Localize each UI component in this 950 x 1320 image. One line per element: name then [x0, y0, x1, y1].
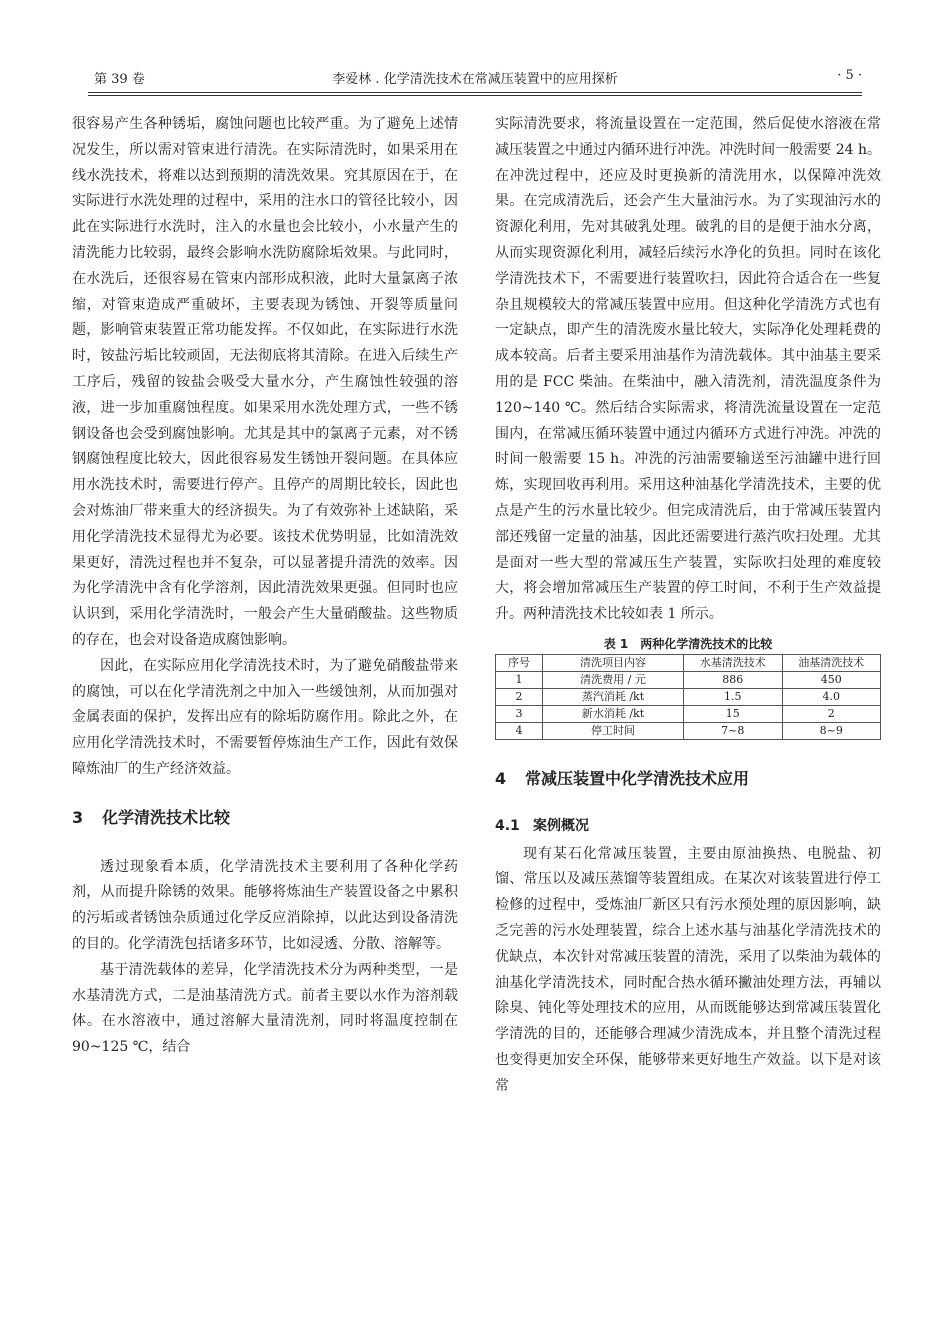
table-row — [496, 722, 881, 739]
comparison-table — [495, 654, 881, 740]
table-header-cell: 水基清洗技术 — [684, 654, 783, 671]
subsection-4-1-heading — [495, 814, 881, 840]
section-4-heading — [495, 766, 881, 792]
table-cell: 3 — [496, 705, 543, 722]
table-cell: 2 — [496, 688, 543, 705]
table-row — [496, 688, 881, 705]
table-cell: 2 — [782, 705, 881, 722]
section-number: 3 — [72, 807, 84, 827]
header-rule-thick — [88, 92, 862, 93]
table-cell: 停工时间 — [543, 722, 684, 739]
table-cell: 1.5 — [684, 688, 783, 705]
table-header-row — [496, 654, 881, 671]
table-cell: 蒸汽消耗 /kt — [543, 688, 684, 705]
left-column — [72, 112, 458, 1061]
table-cell: 1 — [496, 671, 543, 688]
table-row — [496, 705, 881, 722]
table-cell: 4 — [496, 722, 543, 739]
section-title: 化学清洗技术比较 — [102, 807, 231, 827]
table-cell: 新水消耗 /kt — [543, 705, 684, 722]
table-header-cell: 油基清洗技术 — [782, 654, 881, 671]
table-caption: 表 1 两种化学清洗技术的比较 — [603, 636, 773, 651]
running-header — [88, 66, 862, 90]
section-title: 常减压装置中化学清洗技术应用 — [525, 768, 750, 788]
header-rule-thin — [88, 95, 862, 96]
table-cell: 15 — [684, 705, 783, 722]
table-cell: 886 — [684, 671, 783, 688]
table-cell: 450 — [782, 671, 881, 688]
paragraph: 很容易产生各种锈垢，腐蚀问题也比较严重。为了避免上述情况发生，所以需对管束进行清洗。在实际清洗时，如果采用在线水洗技术，将难以达到预期的清洗效果。究其原因在于，在实际进行水洗处理的过程中，采用的注水口的管径比较小，因此在实际进行水洗时，注入的水量也会比较小，小水量产生的清洗能力比较弱，最终会影响水洗防腐除垢效果。与此同时，在水洗后，还很容易在管束内部形成积液，此时大量氯离子浓缩，对管束造成严重破坏，主要表现为锈蚀、开裂等质量问题，影响管束装置正常功能发挥。不仅如此，在实际进行水洗时，铵盐污垢比较顽固，无法彻底将其清除。在进入后续生产工序后，残留的铵盐会吸受大量水分，产生腐蚀性较强的溶液，进一步加重腐蚀程度。如果采用水洗处理方式，一些不锈钢设备也会受到腐蚀影响。尤其是其中的氯离子元素，对不锈钢腐蚀程度比较大，因此很容易发生锈蚀开裂问题。在具体应用水洗技术时，需要进行停产。且停产的周期比较长，因此也会对炼油厂带来重大的经济损失。为了有效弥补上述缺陷，采用化学清洗技术显得尤为必要。该技术优势明显，比如清洗效果更好，清洗过程也并不复杂，可以显著提升清洗的效率。因为化学清洗中含有化学溶剂，因此清洗效果更强。但同时也应认识到，采用化学清洗时，一般会产生大量硝酸盐。这些物质的存在，也会对设备造成腐蚀影响。 — [72, 116, 458, 648]
paragraph: 基于清洗载体的差异，化学清洗技术分为两种类型，一是水基清洗方式，二是油基清洗方式。前者主要以水作为溶剂载体。在水溶液中，通过溶解大量清洗剂，同时将温度控制在 90~125 ℃，结合 — [72, 961, 458, 1056]
journal-volume: 第 39 卷 — [94, 72, 145, 87]
table-row — [496, 671, 881, 688]
section-number: 4 — [495, 768, 507, 788]
section-3-heading — [72, 805, 458, 831]
table-cell: 清洗费用 / 元 — [543, 671, 684, 688]
table-cell: 4.0 — [782, 688, 881, 705]
paragraph: 透过现象看本质，化学清洗技术主要利用了各种化学药剂，从而提升除锈的效果。能够将炼油生产装置设备之中累积的污垢或者锈蚀杂质通过化学反应消除掉，以此达到设备清洗的目的。化学清洗包括诸多环节，比如浸透、分散、溶解等。 — [72, 858, 458, 952]
table-cell: 8~9 — [782, 722, 881, 739]
paragraph: 因此，在实际应用化学清洗技术时，为了避免硝酸盐带来的腐蚀，可以在化学清洗剂之中加入一些缓蚀剂，从而加强对金属表面的保护，发挥出应有的除垢防腐作用。除此之外，在应用化学清洗技术时，不需要暂停炼油生产工作，因此有效保障炼油厂的生产经济效益。 — [72, 657, 458, 777]
subsection-title: 案例概况 — [533, 817, 589, 834]
paragraph: 现有某石化常减压装置，主要由原油换热、电脱盐、初馏、常压以及减压蒸馏等装置组成。在某次对该装置进行停工检修的过程中，受炼油厂新区只有污水预处理的原因影响，缺乏完善的污水处理装置，综合上述水基与油基化学清洗技术的优缺点，本次针对常减压装置的清洗，采用了以柴油为载体的油基化学清洗技术，同时配合热水循环撇油处理方法，再辅以除臭、钝化等处理技术的应用，从而既能够达到常减压装置化学清洗的目的，还能够合理减少清洗成本，并且整个清洗过程也变得更加安全环保，能够带来更好地生产效益。以下是对该常 — [495, 845, 881, 1094]
table-header-cell: 清洗项目内容 — [543, 654, 684, 671]
table-header-cell: 序号 — [496, 654, 543, 671]
page-number: · 5 · — [837, 68, 862, 83]
subsection-number: 4.1 — [495, 817, 520, 834]
paragraph: 实际清洗要求，将流量设置在一定范围，然后促使水溶液在常减压装置之中通过内循环进行冲洗。冲洗时间一般需要 24 h。在冲洗过程中，还应及时更换新的清洗用水，以保障冲洗效果。在完成清洗后，还会产生大量油污水。为了实现油污水的资源化利用，先对其破乳处理。破乳的目的是便于油水分离，从而实现资源化利用，减轻后续污水净化的负担。同时在该化学清洗技术下，不需要进行装置吹扫，因此符合适合在一些复杂且规模较大的常减压装置中应用。但这种化学清洗方式也有一定缺点，即产生的清洗废水量比较大，实际净化处理耗费的成本较高。后者主要采用油基作为清洗载体。其中油基主要采用的是 FCC 柴油。在柴油中，融入清洗剂，清洗温度条件为 120~140 ℃。然后结合实际需求，将清洗流量设置在一定范围内，在常减压循环装置中通过内循环方式进行冲洗。冲洗的时间一般需要 15 h。冲洗的污油需要输送至污油罐中进行回炼，实现回收再利用。采用这种油基化学清洗技术，主要的优点是产生的污水量比较少。但完成清洗后，由于常减压装置内部还残留一定量的油基，因此还需要进行蒸汽吹扫处理。尤其是面对一些大型的常减压生产装置，实际吹扫处理的难度较大，将会增加常减压生产装置的停工时间，不利于生产效益提升。两种清洗技术比较如表 1 所示。 — [495, 116, 881, 623]
table-cell: 7~8 — [684, 722, 783, 739]
running-title: 李爱林 . 化学清洗技术在常减压装置中的应用探析 — [332, 72, 618, 87]
right-column — [495, 112, 881, 1100]
